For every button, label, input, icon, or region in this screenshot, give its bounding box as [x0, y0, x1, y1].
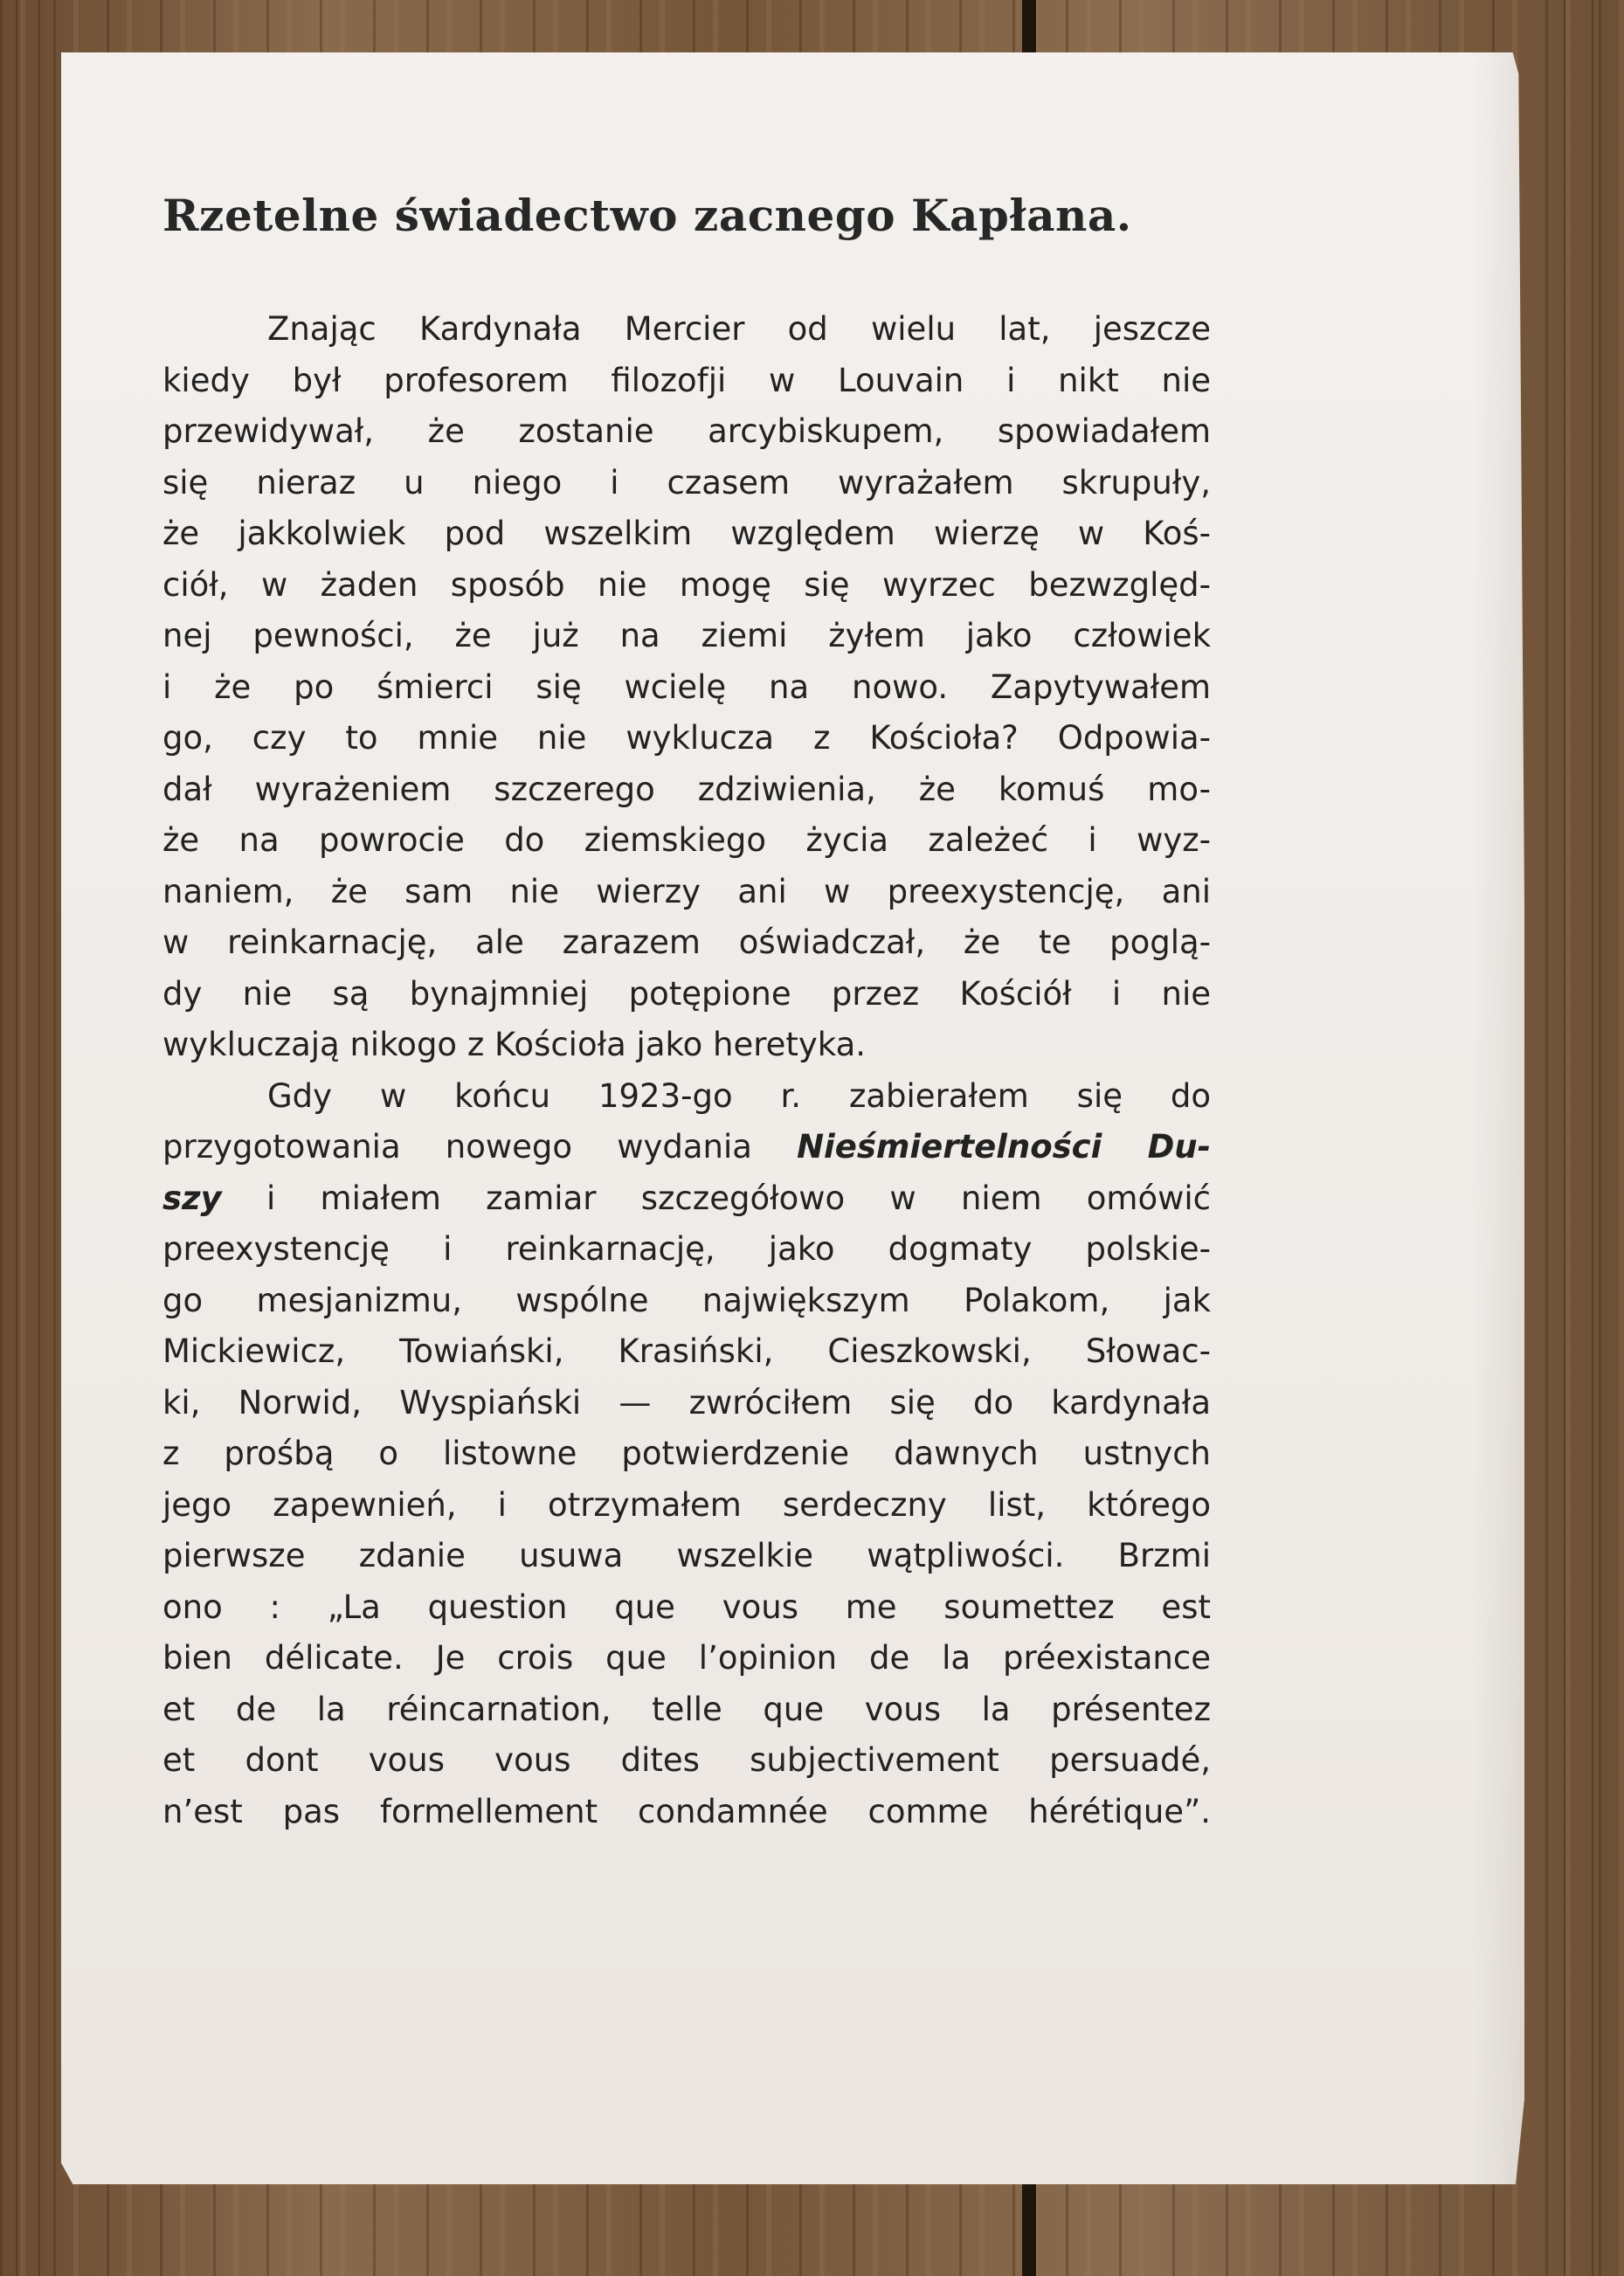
text-line: ki, Norwid, Wyspiański — zwróciłem się do kardynała [162, 1383, 1211, 1422]
wood-grain [1592, 0, 1593, 2276]
text-line: naniem, że sam nie wierzy ani w preexystencję, ani [162, 872, 1211, 910]
paragraph-2 [162, 1071, 1211, 1838]
text-line: Znając Kardynała Mercier od wielu lat, jeszcze [267, 310, 1211, 348]
text-line: że na powrocie do ziemskiego życia zależeć i wyz- [162, 821, 1211, 859]
text-line: pierwsze zdanie usuwa wszelkie wątpliwości. Brzmi [162, 1537, 1211, 1574]
text-line: z prośbą o listowne potwierdzenie dawnych ustnych [162, 1435, 1211, 1472]
wood-grain [1564, 0, 1565, 2276]
text-line: ono : „La question que vous me soumettez est [162, 1588, 1211, 1626]
text-line: dy nie są bynajmniej potępione przez Kościół i nie [162, 974, 1211, 1013]
text-line: że jakkolwiek pod wszelkim względem wierzę w Koś- [162, 515, 1211, 552]
text-line: dał wyrażeniem szczerego zdziwienia, że komuś mo- [162, 770, 1211, 808]
text-line: n’est pas formellement condamnée comme hérétique”. [162, 1792, 1211, 1830]
text-line: Gdy w końcu 1923-go r. zabierałem się do [267, 1076, 1211, 1115]
text-run: przygotowania nowego wydania [162, 1128, 798, 1166]
paragraph-1 [162, 304, 1211, 1071]
text-line: Mickiewicz, Towiański, Krasiński, Cieszkowski, Słowac- [162, 1332, 1211, 1370]
wood-grain [38, 0, 40, 2276]
text-line: i że po śmierci się wcielę na nowo. Zapytywałem [162, 668, 1211, 706]
text-line [162, 1122, 1211, 1173]
text-line: wykluczają nikogo z Kościoła jako heretyka. [162, 1026, 867, 1063]
page-title: Rzetelne świadectwo zacnego Kapłana. [162, 190, 1132, 241]
text-run: i miałem zamiar szczegółowo w niem omówić [221, 1179, 1211, 1217]
text-line: przewidywał, że zostanie arcybiskupem, spowiadałem [162, 412, 1211, 450]
text-line: go, czy to mnie nie wyklucza z Kościoła? Odpowia- [162, 719, 1211, 757]
book-title-italic: Nieśmiertelności Du- [797, 1128, 1211, 1166]
paper-edge-shade [1472, 52, 1524, 2184]
text-line: ciół, w żaden sposób nie mogę się wyrzec bezwzględ- [162, 565, 1211, 604]
text-line: et de la réincarnation, telle que vous la présentez [162, 1690, 1211, 1728]
book-title-italic: szy [162, 1179, 222, 1217]
body-text [162, 304, 1211, 1837]
text-line: preexystencję i reinkarnację, jako dogmaty polskie- [162, 1230, 1211, 1268]
text-line: w reinkarnację, ale zarazem oświadczał, że te poglą- [162, 924, 1211, 961]
text-line: nej pewności, że już na ziemi żyłem jako człowiek [162, 617, 1211, 654]
text-line: go mesjanizmu, wspólne największym Polakom, jak [162, 1281, 1211, 1319]
text-line: et dont vous vous dites subjectivement persuadé, [162, 1741, 1211, 1779]
text-line: się nieraz u niego i czasem wyrażałem skrupuły, [162, 463, 1211, 502]
text-line [162, 1173, 1211, 1225]
text-line: bien délicate. Je crois que l’opinion de la préexistance [162, 1639, 1211, 1677]
text-line: kiedy był profesorem filozofji w Louvain i nikt nie [162, 361, 1211, 399]
wood-grain [16, 0, 17, 2276]
text-line: jego zapewnień, i otrzymałem serdeczny list, którego [162, 1485, 1211, 1524]
